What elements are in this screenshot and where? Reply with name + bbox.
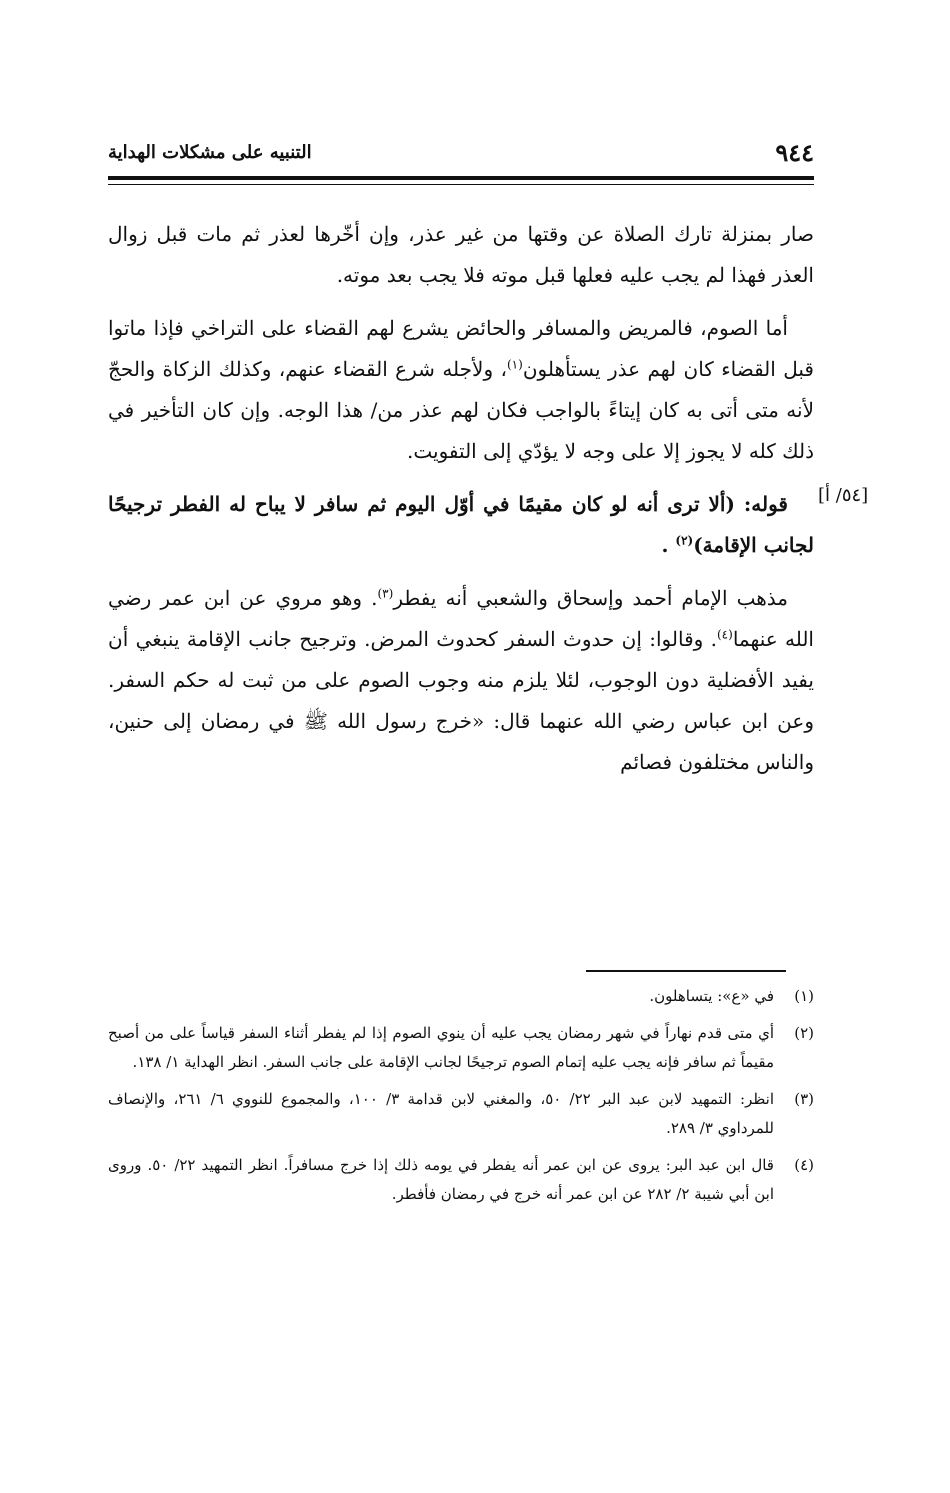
footnote-text: في «ع»: يتساهلون. — [649, 987, 774, 1005]
footnote-text: قال ابن عبد البر: يروى عن ابن عمر أنه يفطر في يومه ذلك إذا خرج مسافراً. انظر التمهيد ٢٢/ ٥٠. وروى ابن أبي شيبة ٢/ ٢٨٢ عن ابن عمر أنه خرج في رمضان فأفطر. — [108, 1156, 774, 1203]
running-title: التنبيه على مشكلات الهداية — [108, 142, 312, 163]
paragraph — [108, 214, 814, 296]
footnote-ref: (٣) — [377, 586, 394, 601]
footnote-text: انظر: التمهيد لابن عبد البر ٢٢/ ٥٠، والمغني لابن قدامة ٣/ ١٠٠، والمجموع للنووي ٦/ ٢٦١، والإنصاف للمرداوي ٣/ ٢٨٩. — [108, 1090, 774, 1137]
footnote — [108, 1019, 814, 1077]
footnote-number: (٣) — [794, 1090, 814, 1108]
paragraph-text: مذهب الإمام أحمد وإسحاق والشعبي أنه يفطر — [393, 586, 788, 610]
footnote-number: (١) — [794, 987, 814, 1005]
footnote — [108, 1151, 814, 1209]
paragraph — [108, 578, 814, 783]
footnote-number: (٢) — [794, 1024, 814, 1042]
paragraph-text: صار بمنزلة تارك الصلاة عن وقتها من غير عذر، وإن أخّرها لعذر ثم مات قبل زوال العذر فهذا لم يجب عليه فعلها قبل موته فلا يجب بعد موته. — [108, 222, 814, 287]
paragraph-text: . وقالوا: إن حدوث السفر كحدوث المرض. وترجيح جانب الإقامة ينبغي أن يفيد الأفضلية دون الوجوب، لئلا يلزم منه وجوب الصوم على من ثبت له حكم السفر. وعن ابن عباس رضي الله عنهما قال: «خرج رسول الله ﷺ في رمضان إلى حنين، والناس مختلفون فصائم — [108, 627, 814, 774]
quoted-text: قوله: (ألا ترى أنه لو كان مقيمًا في أوّل اليوم ثم سافر لا يباح له الفطر ترجيحًا لجانب الإقامة) — [108, 492, 814, 557]
paragraph-text: . وهو مروي عن ابن عمر رضي الله عنهما — [108, 586, 814, 651]
page-number: ٩٤٤ — [775, 138, 814, 167]
page-header — [108, 138, 814, 168]
main-text — [108, 214, 814, 795]
footnote-number: (٤) — [794, 1156, 814, 1174]
quoted-passage — [108, 484, 814, 566]
margin-folio-note: [٥٤/ أ] — [818, 485, 869, 506]
footnote — [108, 1085, 814, 1143]
header-rule-thick — [108, 176, 814, 180]
period: . — [661, 533, 669, 557]
footnote — [108, 982, 814, 1011]
footnote-text: أي متى قدم نهاراً في شهر رمضان يجب عليه أن ينوي الصوم إذا لم يفطر أثناء السفر قياساً على من أصبح مقيماً ثم سافر فإنه يجب عليه إتمام الصوم ترجيحًا لجانب الإقامة على جانب السفر. انظر الهداية ١/ ١٣٨. — [108, 1024, 774, 1071]
paragraph — [108, 308, 814, 472]
paragraph-text: ، ولأجله شرع القضاء عنهم، وكذلك الزكاة والحجّ لأنه متى أتى به كان إيتاءً بالواجب فكان لهم عذر من/ هذا الوجه. وإن كان التأخير في ذلك كله لا يجوز إلا على وجه لا يؤدّي إلى التفويت. — [108, 357, 814, 463]
footnote-separator — [586, 970, 786, 972]
footnote-ref: (٢) — [675, 533, 694, 548]
paragraph-text: أما الصوم، فالمريض والمسافر والحائض يشرع لهم القضاء على التراخي فإذا ماتوا قبل القضاء كان لهم عذر يستأهلون — [108, 316, 814, 381]
footnote-ref: (٤) — [716, 627, 733, 642]
footnotes — [108, 982, 814, 1217]
header-rule-thin — [108, 184, 814, 185]
footnote-ref: (١) — [506, 357, 523, 372]
